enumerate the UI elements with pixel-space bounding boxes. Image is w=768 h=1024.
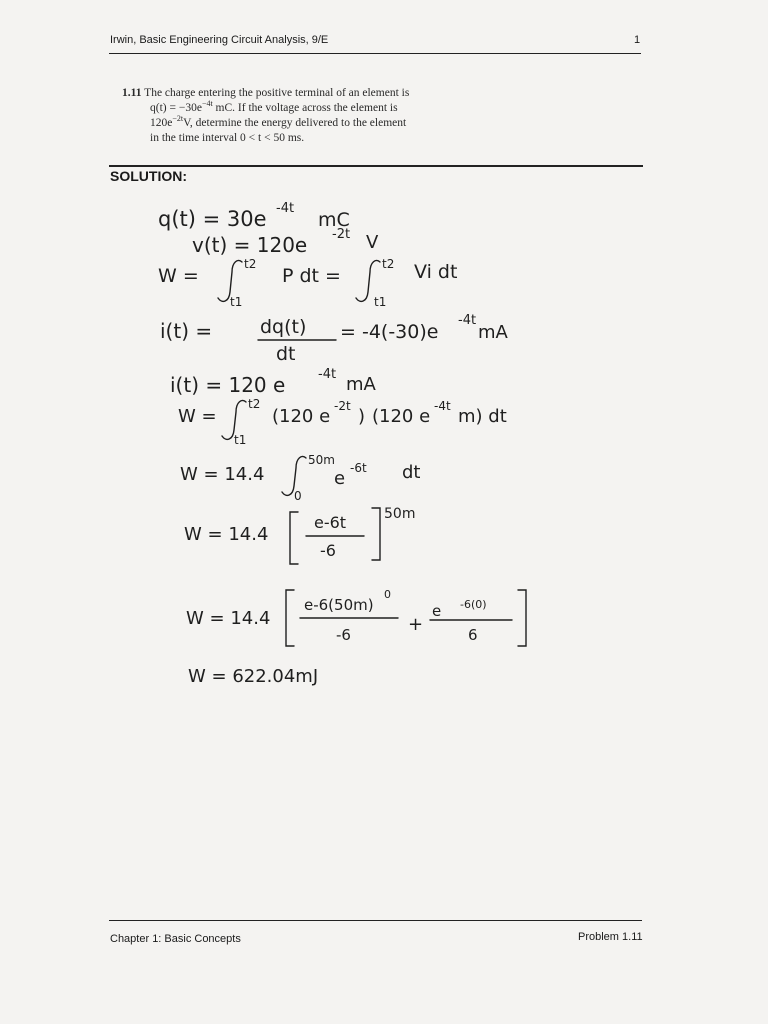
eq-voltage: v(t) = 120e xyxy=(192,233,308,257)
evaluation-limit: 50m xyxy=(384,506,416,522)
footer-rule xyxy=(109,920,642,921)
eq-energy-evaluated-lhs: W = 14.4 xyxy=(186,608,271,629)
page-number: 1 xyxy=(634,34,641,46)
problem-line-1: The charge entering the positive terminal of an element is xyxy=(144,87,410,99)
eq-energy-simplified-lhs: W = 14.4 xyxy=(180,464,265,485)
left-bracket xyxy=(290,512,298,564)
antiderivative-numerator: e-6t xyxy=(314,513,347,532)
problem-line-2: $q(t) = -30e^{-4t}$ mC. If the voltage across the element is xyxy=(150,99,398,114)
voltage-factor-exponent: -2t xyxy=(334,399,351,413)
eq-current-result-exponent: -4t xyxy=(318,367,337,382)
eq-energy-antiderivative-lhs: W = 14.4 xyxy=(184,524,269,545)
current-factor-close: m) dt xyxy=(458,406,507,427)
voltage-factor: (120 e xyxy=(272,406,331,427)
exponential-exponent: -6t xyxy=(350,461,367,475)
eq-current-result: i(t) = 120 e xyxy=(170,373,286,397)
antiderivative-denominator: -6 xyxy=(320,541,336,560)
derivative-numerator: dq(t) xyxy=(260,316,307,338)
problem-line-4: in the time interval 0 < t < 50 ms. xyxy=(150,132,305,144)
eq-energy-rhs: Vi dt xyxy=(414,261,458,283)
integral-upper: t2 xyxy=(248,397,261,411)
plus-sign: + xyxy=(408,614,424,635)
problem-line-3: $120e^{-2t}V$, determine the energy delivered to the element xyxy=(150,114,407,129)
current-factor: (120 e xyxy=(372,406,431,427)
integral-upper: 50m xyxy=(308,453,335,467)
integral-upper: t2 xyxy=(244,257,257,271)
right-bracket xyxy=(518,590,526,646)
eq-voltage-unit: V xyxy=(366,232,379,253)
footer-problem: Problem 1.11 xyxy=(578,931,643,943)
eq-current-exponent: -4t xyxy=(458,313,477,328)
eq-energy-integral-lhs: W = xyxy=(178,406,217,427)
derivative-denominator: dt xyxy=(276,343,296,365)
eq-energy-mid: P dt = xyxy=(282,265,341,287)
eq-current-unit: mA xyxy=(478,322,508,343)
integral-lower: t1 xyxy=(374,295,387,309)
eq-voltage-exponent: -2t xyxy=(332,227,351,242)
current-factor-exponent: -4t xyxy=(434,399,451,413)
solution-label: SOLUTION: xyxy=(110,168,187,184)
integral-upper: t2 xyxy=(382,257,395,271)
integral-lower: 0 xyxy=(294,489,302,503)
left-bracket xyxy=(286,590,294,646)
evaluated-denominator-2: 6 xyxy=(468,626,478,644)
eq-current-rhs: = -4(-30)e xyxy=(340,321,439,343)
final-answer: W = 622.04mJ xyxy=(188,666,319,687)
evaluated-numerator-2: e xyxy=(432,602,442,620)
header-title: Irwin, Basic Engineering Circuit Analysis, 9/E xyxy=(110,34,329,46)
eq-energy-lhs: W = xyxy=(158,265,199,287)
integral-lower: t1 xyxy=(234,433,247,447)
voltage-factor-close: ) xyxy=(358,406,366,427)
exponential-base: e xyxy=(334,468,346,489)
evaluated-denominator-1: -6 xyxy=(336,626,351,644)
eq-charge-exponent: -4t xyxy=(276,201,295,216)
differential: dt xyxy=(402,462,421,483)
evaluated-numerator-2-exponent: -6(0) xyxy=(460,598,487,611)
problem-number: 1.11 xyxy=(122,87,142,99)
eq-charge: q(t) = 30e xyxy=(158,207,267,231)
footer-chapter: Chapter 1: Basic Concepts xyxy=(110,933,241,945)
evaluated-numerator-1: e-6(50m) xyxy=(304,596,374,614)
right-bracket xyxy=(372,508,380,560)
integral-lower: t1 xyxy=(230,295,243,309)
eq-current-result-unit: mA xyxy=(346,374,376,395)
eq-current-lhs: i(t) = xyxy=(160,319,213,343)
eq-charge-unit: mC xyxy=(318,209,350,231)
evaluated-numerator-1-exponent: 0 xyxy=(384,588,391,601)
